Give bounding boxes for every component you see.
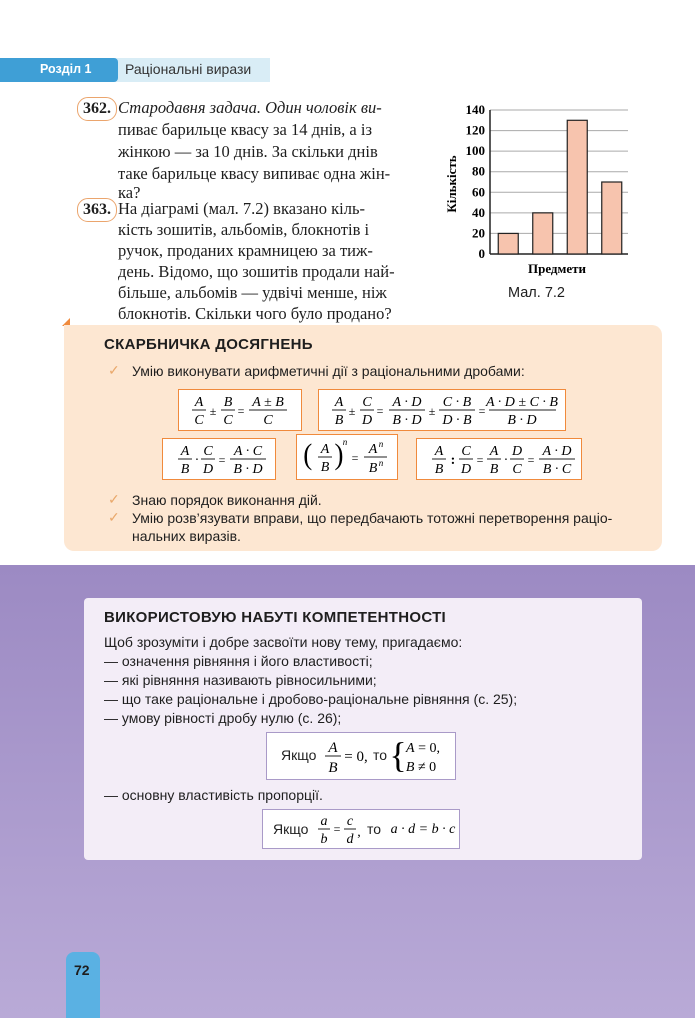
section-label: Розділ 1	[40, 62, 92, 76]
y-tick-label: 80	[472, 163, 485, 179]
chart-y-ticks	[466, 102, 486, 261]
if-label: Якщо	[281, 747, 317, 763]
svg-text:D · B: D · B	[442, 413, 472, 428]
chart-y-label: Кількість	[444, 155, 459, 213]
svg-text:(: (	[303, 438, 313, 472]
svg-text:A: A	[194, 395, 204, 410]
if-label: Якщо	[273, 821, 309, 837]
svg-text:B · D: B · D	[507, 413, 537, 428]
y-tick-label: 0	[478, 246, 485, 261]
task362-line-4: таке барильце квасу випиває одна жін-	[118, 164, 391, 183]
svg-text:B: B	[368, 461, 378, 476]
svg-text:D: D	[511, 444, 523, 459]
svg-text:A: A	[368, 442, 378, 457]
task-number-363: 363.	[77, 198, 117, 222]
svg-text:c: c	[346, 814, 354, 829]
svg-text:D: D	[361, 413, 373, 428]
svg-text:C: C	[512, 462, 522, 477]
y-tick-label: 60	[472, 184, 485, 200]
formula-add-same-denominator	[178, 389, 302, 431]
svg-text:A · D: A · D	[392, 395, 422, 410]
svg-text:=: =	[476, 453, 484, 467]
chart-bar	[533, 213, 553, 254]
svg-text:·: ·	[503, 453, 509, 468]
task362-line-2: пиває барильце квасу за 14 днів, а із	[118, 120, 372, 139]
svg-text:= 0,: = 0,	[344, 749, 368, 765]
formula-proportion	[262, 809, 460, 849]
svg-text:C: C	[203, 444, 213, 459]
achievements-title: СКАРБНИЧКА ДОСЯГНЕНЬ	[104, 336, 313, 353]
svg-text:D: D	[202, 462, 214, 477]
svg-text:n: n	[378, 439, 384, 449]
competence-item-2: — які рівняння називають рівносильними;	[104, 672, 377, 688]
page-number: 72	[74, 962, 90, 978]
competence-item-5: — основну властивість пропорції.	[104, 787, 323, 803]
y-tick-label: 120	[465, 122, 485, 138]
check-icon: ✓	[108, 509, 120, 525]
svg-text:A: A	[320, 442, 330, 457]
svg-text:C: C	[362, 395, 372, 410]
competence-item-3: — що таке раціональне і дробово-раціональне рівняння (с. 25);	[104, 691, 518, 707]
svg-text:n: n	[342, 437, 348, 447]
svg-text:A · D: A · D	[542, 444, 572, 459]
then-label: то	[367, 821, 382, 837]
svg-text:{: {	[389, 735, 407, 775]
svg-text:=: =	[333, 822, 341, 836]
svg-text:B: B	[334, 413, 344, 428]
svg-text:=: =	[478, 404, 486, 418]
svg-text:·: ·	[194, 453, 200, 468]
svg-text:B: B	[320, 460, 330, 475]
task363-line-6: блокнотів. Скільки чого було продано?	[118, 304, 392, 323]
svg-text:C: C	[194, 413, 204, 428]
formula-multiply	[162, 438, 276, 480]
svg-text:,: ,	[357, 825, 361, 840]
task-number-362: 362.	[77, 97, 117, 121]
svg-text:±: ±	[348, 404, 356, 418]
svg-text::: :	[450, 453, 456, 468]
svg-text:B ≠ 0: B ≠ 0	[405, 760, 437, 775]
chart-bar	[602, 182, 622, 254]
svg-text:A · D ± C · B: A · D ± C · B	[486, 395, 558, 410]
achievement-item-3-line-2: нальних виразів.	[132, 528, 241, 544]
y-tick-label: 40	[472, 204, 485, 220]
svg-text:b: b	[320, 832, 328, 847]
task363-line-1: На діаграмі (мал. 7.2) вказано кіль-	[118, 199, 365, 218]
svg-text:B · D: B · D	[233, 462, 263, 477]
svg-text:a: a	[320, 814, 328, 829]
svg-text:C: C	[263, 413, 273, 428]
formula-divide	[416, 438, 582, 480]
svg-text:C · B: C · B	[442, 395, 472, 410]
svg-text:d: d	[346, 832, 354, 847]
check-icon: ✓	[108, 491, 120, 507]
svg-text:B · C: B · C	[542, 462, 572, 477]
y-tick-label: 20	[472, 225, 485, 241]
chart-bar	[567, 120, 587, 254]
then-label: то	[373, 747, 388, 763]
svg-text:D: D	[460, 462, 472, 477]
section-title: Раціональні вирази	[125, 61, 252, 77]
check-icon: ✓	[108, 362, 120, 378]
svg-text:C: C	[461, 444, 471, 459]
task362-line-1: Стародавня задача. Один чоловік ви-	[118, 98, 382, 117]
achievement-item-1: Умію виконувати арифметичні дії з раціональними дробами:	[132, 363, 525, 379]
chart-bar	[498, 233, 518, 254]
figure-caption: Мал. 7.2	[508, 285, 565, 301]
task362-line-5: ка?	[118, 183, 141, 202]
svg-text:): )	[334, 438, 344, 472]
task362-line-3: жінкою — за 10 днів. За скільки днів	[118, 142, 378, 161]
svg-text:A ± B: A ± B	[252, 395, 284, 410]
competence-title: ВИКОРИСТОВУЮ НАБУТІ КОМПЕТЕНТНОСТІ	[104, 609, 447, 626]
svg-text:C: C	[223, 413, 233, 428]
svg-text:A = 0,: A = 0,	[406, 741, 440, 756]
svg-text:A: A	[434, 444, 444, 459]
svg-text:=: =	[218, 453, 226, 467]
svg-text:a · d = b · c: a · d = b · c	[390, 822, 456, 837]
task363-line-3: ручок, проданих крамницею за тиж-	[118, 241, 373, 260]
bar-chart	[430, 98, 640, 284]
competence-item-4: — умову рівності дробу нулю (с. 26);	[104, 710, 342, 726]
svg-text:B: B	[180, 462, 190, 477]
y-tick-label: 140	[465, 102, 485, 117]
svg-text:=: =	[237, 404, 245, 418]
svg-text:±: ±	[209, 404, 217, 418]
formula-power	[296, 434, 398, 480]
svg-text:=: =	[527, 453, 535, 467]
task363-line-4: день. Відомо, що зошитів продали най-	[118, 262, 395, 281]
competence-item-1: — означення рівняння і його властивості;	[104, 653, 373, 669]
svg-text:±: ±	[428, 404, 436, 418]
svg-text:A · C: A · C	[233, 444, 263, 459]
achievement-item-2: Знаю порядок виконання дій.	[132, 492, 322, 508]
svg-text:A: A	[334, 395, 344, 410]
y-tick-label: 100	[465, 143, 485, 159]
task363-line-2: кість зошитів, альбомів, блокнотів і	[118, 220, 370, 239]
svg-text:B: B	[434, 462, 444, 477]
competence-intro: Щоб зрозуміти і добре засвоїти нову тему, пригадаємо:	[104, 634, 463, 650]
svg-text:B: B	[223, 395, 233, 410]
svg-text:A: A	[489, 444, 499, 459]
svg-text:=: =	[376, 404, 384, 418]
svg-text:=: =	[351, 451, 359, 465]
svg-text:A: A	[180, 444, 190, 459]
svg-text:B: B	[328, 760, 338, 776]
svg-text:B · D: B · D	[392, 413, 422, 428]
chart-x-label: Предмети	[527, 261, 587, 276]
svg-text:B: B	[489, 462, 499, 477]
task363-line-5: більше, альбомів — удвічі менше, ніж	[118, 283, 387, 302]
svg-text:A: A	[328, 740, 338, 756]
achievement-item-3-line-1: Умію розв’язувати вправи, що передбачають тотожні перетворення раціо-	[132, 510, 613, 526]
chart-bars	[498, 120, 622, 254]
svg-text:n: n	[378, 458, 384, 468]
formula-fraction-zero	[266, 732, 456, 780]
formula-add-different-denominators	[318, 389, 566, 431]
